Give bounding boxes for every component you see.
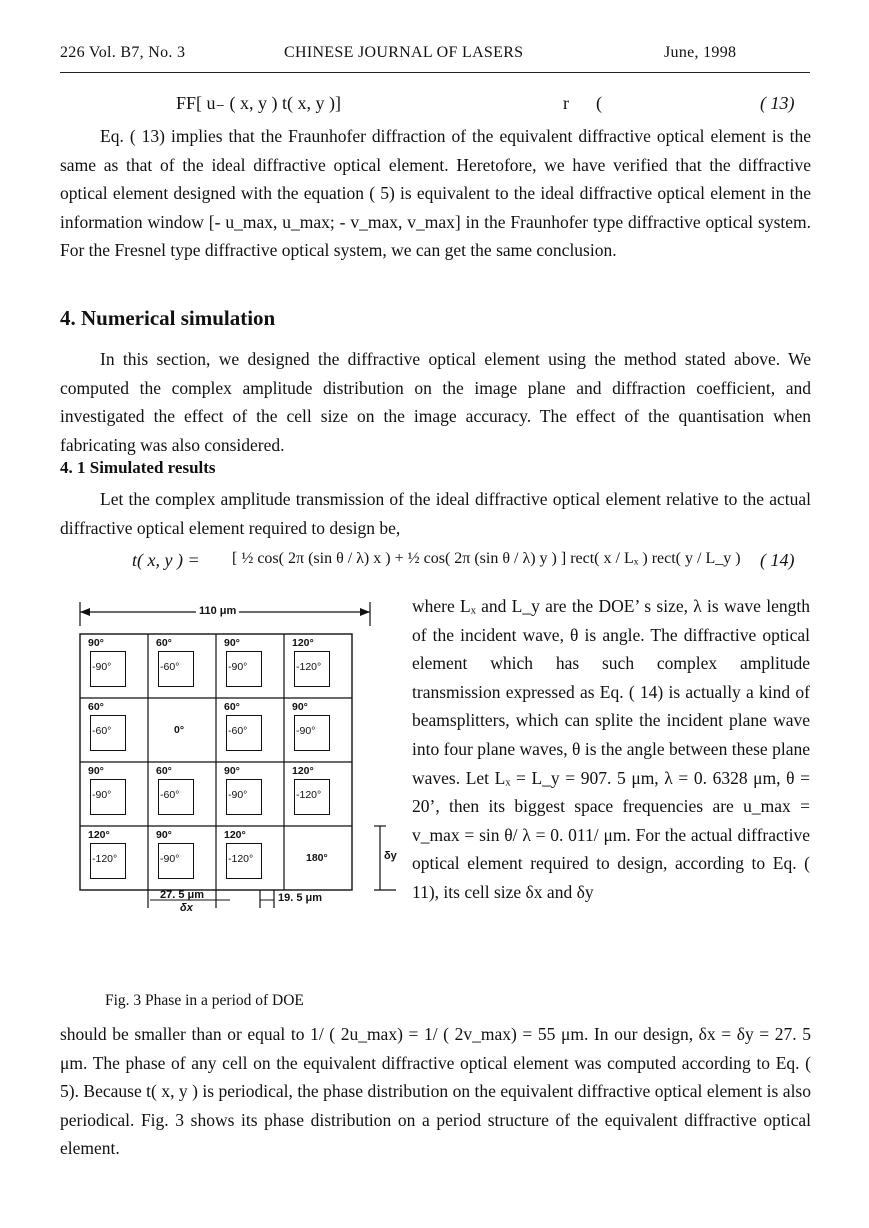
- phase-bottom-label: -90°: [296, 725, 316, 737]
- phase-center-label: 180°: [306, 852, 328, 864]
- phase-top-label: 90°: [292, 701, 308, 713]
- phase-bottom-label: -90°: [92, 789, 112, 801]
- header-date: June, 1998: [664, 44, 737, 61]
- phase-top-label: 90°: [224, 765, 240, 777]
- width-dimension-label: 110 μm: [196, 605, 239, 617]
- phase-cell: [216, 762, 284, 826]
- phase-cell: [216, 634, 284, 698]
- phase-top-label: 90°: [224, 637, 240, 649]
- phase-bottom-label: -120°: [228, 853, 254, 865]
- phase-top-label: 60°: [156, 765, 172, 777]
- gap-dimension-label: 19. 5 μm: [278, 892, 323, 904]
- eq13-mid1: r: [563, 93, 569, 113]
- section-title: 4. Numerical simulation: [60, 306, 276, 330]
- phase-cell: [284, 826, 352, 890]
- paragraph-section-intro: In this section, we designed the diffractive optical element using the method stated above. We computed the complex amplitude distribution on the image plane and diffraction coefficient, and investigated the effect of the cell size on the image accuracy. The effect of the quantisation when fabricating was also considered.: [60, 349, 811, 455]
- phase-top-label: 60°: [156, 637, 172, 649]
- phase-bottom-label: -60°: [160, 661, 180, 673]
- phase-cell: [216, 698, 284, 762]
- cell-width-symbol: δx: [180, 902, 193, 914]
- phase-bottom-label: -120°: [296, 789, 322, 801]
- figure-caption: Fig. 3 Phase in a period of DOE: [105, 992, 304, 1009]
- phase-top-label: 90°: [156, 829, 172, 841]
- phase-top-label: 120°: [292, 637, 314, 649]
- eq13-number: ( 13): [760, 93, 795, 113]
- header-left: 226 Vol. B7, No. 3: [60, 44, 186, 61]
- paragraph-doe-parameters: where Lₓ and L_y are the DOE’ s size, λ is wave length of the incident wave, θ is angle. The diffractive optical element which has such complex amplitude transmission expressed as Eq. ( 14) is actually a kind of beamsplitters, which can splite the incident plane wave into four plane waves, θ is the angle between these plane waves. Let Lₓ = L_y = 907. 5 μm, λ = 0. 6328 μm, θ = 20’, then its biggest space frequencies are u_max = v_max = sin θ/ λ = 0. 011/ μm. For the actual diffractive optical element required to design, according to Eq. ( 11), its cell size δx and δy: [412, 596, 810, 902]
- subsection-title: 4. 1 Simulated results: [60, 458, 216, 477]
- phase-cell: [148, 826, 216, 890]
- phase-bottom-label: -90°: [228, 789, 248, 801]
- phase-bottom-label: -90°: [92, 661, 112, 673]
- phase-bottom-label: -120°: [92, 853, 118, 865]
- phase-center-label: 0°: [174, 724, 185, 736]
- phase-cell: [148, 762, 216, 826]
- phase-cell: [80, 698, 148, 762]
- phase-bottom-label: -90°: [228, 661, 248, 673]
- header-journal: CHINESE JOURNAL OF LASERS: [284, 44, 524, 61]
- phase-top-label: 120°: [224, 829, 246, 841]
- phase-top-label: 60°: [88, 701, 104, 713]
- cell-width-label: 27. 5 μm: [160, 889, 205, 901]
- phase-cell: [80, 826, 148, 890]
- phase-top-label: 120°: [88, 829, 110, 841]
- phase-top-label: 60°: [224, 701, 240, 713]
- phase-bottom-label: -60°: [92, 725, 112, 737]
- phase-bottom-label: -60°: [160, 789, 180, 801]
- phase-top-label: 90°: [88, 765, 104, 777]
- phase-cell: [284, 762, 352, 826]
- header-rule: [60, 72, 810, 73]
- eq14-lhs: t( x, y ) =: [132, 550, 200, 570]
- paragraph-transmission-intro: Let the complex amplitude transmission of the ideal diffractive optical element relative to the actual diffractive optical element required to design be,: [60, 489, 811, 538]
- paragraph-cell-size: should be smaller than or equal to 1/ ( 2u_max) = 1/ ( 2v_max) = 55 μm. In our design, δx = δy = 27. 5 μm. The phase of any cell on the equivalent diffractive optical element was computed according to Eq. ( 5). Because t( x, y ) is periodical, the phase distribution on the equivalent diffractive optical element is also periodical. Fig. 3 shows its phase distribution on a period structure of the equivalent diffractive optical element.: [60, 1024, 811, 1158]
- phase-cell: [148, 634, 216, 698]
- phase-cell: [80, 634, 148, 698]
- paragraph-eq13-discussion: Eq. ( 13) implies that the Fraunhofer diffraction of the equivalent diffractive optical element is the same as that of the ideal diffractive optical element. Heretofore, we have verified that the diffractive optical element designed with the equation ( 5) is equivalent to the ideal diffractive optical element in the information window [- u_max, u_max; - v_max, v_max] in the Fraunhofer type diffractive optical system. For the Fresnel type diffractive optical system, we can get the same conclusion.: [60, 126, 811, 260]
- phase-bottom-label: -90°: [160, 853, 180, 865]
- phase-cell: [148, 698, 216, 762]
- phase-cell: [284, 634, 352, 698]
- phase-top-label: 120°: [292, 765, 314, 777]
- phase-cell: [216, 826, 284, 890]
- phase-cell: [80, 762, 148, 826]
- eq14-number: ( 14): [760, 550, 795, 570]
- figure-phase-period: [74, 598, 404, 914]
- phase-bottom-label: -60°: [228, 725, 248, 737]
- phase-cell: [284, 698, 352, 762]
- eq13-mid2: (: [596, 93, 602, 113]
- cell-height-symbol: δy: [384, 850, 397, 862]
- phase-bottom-label: -120°: [296, 661, 322, 673]
- eq14-body: [ ½ cos( 2π (sin θ / λ) x ) + ½ cos( 2π (sin θ / λ) y ) ] rect( x / Lₓ ) rect( y / L_y ): [232, 550, 741, 567]
- eq13-lhs: FF[ u₋ ( x, y ) t( x, y )]: [176, 93, 341, 113]
- phase-top-label: 90°: [88, 637, 104, 649]
